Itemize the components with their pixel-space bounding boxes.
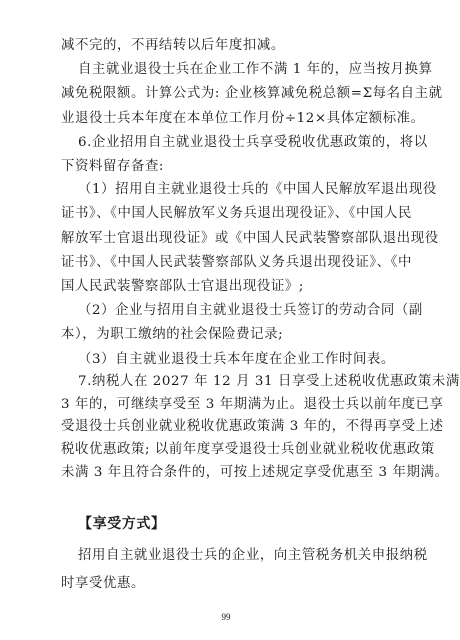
body-line: 6.企业招用自主就业退役士兵享受税收优惠政策的，将以: [78, 135, 428, 150]
body-line: 税收优惠政策; 以前年度享受退役士兵创业就业税收优惠政策: [61, 442, 435, 457]
body-line: 3 年的，可继续享受至 3 年期满为止。退役士兵以前年度已享: [61, 397, 444, 412]
section-heading: 【享受方式】: [78, 516, 166, 532]
body-line: 证书》、《中国人民解放军义务兵退出现役证》、《中国人民: [61, 206, 412, 221]
body-line: （1）招用自主就业退役士兵的《中国人民解放军退出现役: [78, 182, 437, 197]
body-line: 业退役士兵本年度在本单位工作月份÷12×具体定额标准。: [61, 111, 425, 126]
body-line: （3）自主就业退役士兵本年度在企业工作时间表。: [78, 352, 395, 367]
body-line: 时享受优惠。: [61, 576, 145, 591]
body-line: 7.纳税人在 2027 年 12 月 31 日享受上述税收优惠政策未满: [78, 374, 460, 389]
body-line: 减免税限额。计算公式为: 企业核算减免税总额=Σ每名自主就: [61, 86, 443, 101]
body-line: 未满 3 年且符合条件的，可按上述规定享受优惠至 3 年期满。: [61, 465, 449, 480]
body-line: 招用自主就业退役士兵的企业，向主管税务机关申报纳税: [78, 548, 428, 563]
body-line: 国人民武装警察部队士官退出现役证》;: [61, 279, 304, 294]
body-line: 证书》、《中国人民武装警察部队义务兵退出现役证》、《中: [61, 255, 412, 270]
body-line: 受退役士兵创业就业税收优惠政策满 3 年的，不得再享受上述: [61, 419, 444, 434]
body-line: 自主就业退役士兵在企业工作不满 1 年的，应当按月换算: [78, 62, 433, 77]
body-line: 减不完的，不再结转以后年度扣减。: [61, 38, 285, 53]
body-line: 解放军士官退出现役证》或《中国人民武装警察部队退出现役: [61, 231, 439, 246]
body-line: 本），为职工缴纳的社会保险费记录;: [61, 327, 284, 342]
body-line: （2）企业与招用自主就业退役士兵签订的劳动合同（副: [78, 303, 423, 318]
body-line: 下资料留存备查:: [61, 159, 165, 174]
page-number: 99: [221, 612, 231, 622]
